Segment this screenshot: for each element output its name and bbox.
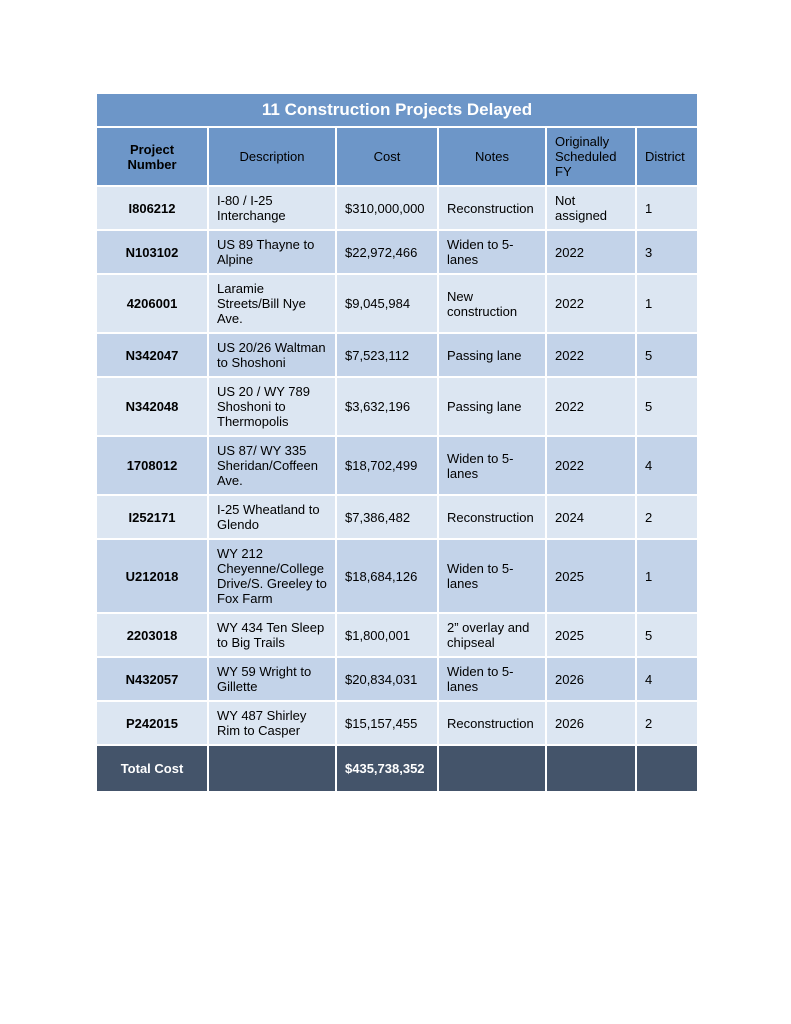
originally-scheduled-fy-cell: 2026 xyxy=(546,657,636,701)
notes-cell: Passing lane xyxy=(438,333,546,377)
cost-cell: $7,523,112 xyxy=(336,333,438,377)
title-row xyxy=(96,93,698,127)
notes-cell: Passing lane xyxy=(438,377,546,436)
originally-scheduled-fy-cell: 2022 xyxy=(546,436,636,495)
table-body xyxy=(96,186,698,745)
notes-cell: Widen to 5-lanes xyxy=(438,539,546,613)
originally-scheduled-fy-cell: Not assigned xyxy=(546,186,636,230)
cost-cell: $310,000,000 xyxy=(336,186,438,230)
notes-cell: Widen to 5-lanes xyxy=(438,657,546,701)
total-empty-description-cell xyxy=(208,745,336,792)
project-number-cell: 4206001 xyxy=(96,274,208,333)
column-header-project-number: Project Number xyxy=(96,127,208,186)
district-cell: 2 xyxy=(636,495,698,539)
cost-cell: $3,632,196 xyxy=(336,377,438,436)
district-cell: 1 xyxy=(636,186,698,230)
cost-cell: $18,684,126 xyxy=(336,539,438,613)
district-cell: 5 xyxy=(636,613,698,657)
description-cell: Laramie Streets/Bill Nye Ave. xyxy=(208,274,336,333)
column-header-description: Description xyxy=(208,127,336,186)
cost-cell: $9,045,984 xyxy=(336,274,438,333)
district-cell: 1 xyxy=(636,539,698,613)
description-cell: WY 487 Shirley Rim to Casper xyxy=(208,701,336,745)
description-cell: I-80 / I-25 Interchange xyxy=(208,186,336,230)
notes-cell: Reconstruction xyxy=(438,186,546,230)
project-number-cell: 1708012 xyxy=(96,436,208,495)
cost-cell: $22,972,466 xyxy=(336,230,438,274)
project-number-cell: P242015 xyxy=(96,701,208,745)
originally-scheduled-fy-cell: 2026 xyxy=(546,701,636,745)
description-cell: I-25 Wheatland to Glendo xyxy=(208,495,336,539)
district-cell: 4 xyxy=(636,436,698,495)
total-empty-district-cell xyxy=(636,745,698,792)
district-cell: 1 xyxy=(636,274,698,333)
cost-cell: $20,834,031 xyxy=(336,657,438,701)
table-row xyxy=(96,613,698,657)
notes-cell: Widen to 5-lanes xyxy=(438,230,546,274)
cost-cell: $18,702,499 xyxy=(336,436,438,495)
project-number-cell: N342048 xyxy=(96,377,208,436)
description-cell: WY 212 Cheyenne/College Drive/S. Greeley to Fox Farm xyxy=(208,539,336,613)
table-row xyxy=(96,230,698,274)
originally-scheduled-fy-cell: 2022 xyxy=(546,333,636,377)
description-cell: US 87/ WY 335 Sheridan/Coffeen Ave. xyxy=(208,436,336,495)
district-cell: 3 xyxy=(636,230,698,274)
originally-scheduled-fy-cell: 2024 xyxy=(546,495,636,539)
total-empty-notes-cell xyxy=(438,745,546,792)
originally-scheduled-fy-cell: 2025 xyxy=(546,613,636,657)
table-row xyxy=(96,377,698,436)
district-cell: 5 xyxy=(636,333,698,377)
construction-projects-table xyxy=(95,92,699,793)
cost-cell: $1,800,001 xyxy=(336,613,438,657)
notes-cell: Reconstruction xyxy=(438,701,546,745)
table-title: 11 Construction Projects Delayed xyxy=(96,93,698,127)
cost-cell: $7,386,482 xyxy=(336,495,438,539)
originally-scheduled-fy-cell: 2022 xyxy=(546,274,636,333)
table-row xyxy=(96,495,698,539)
total-row xyxy=(96,745,698,792)
notes-cell: Widen to 5-lanes xyxy=(438,436,546,495)
notes-cell: Reconstruction xyxy=(438,495,546,539)
project-number-cell: 2203018 xyxy=(96,613,208,657)
table-row xyxy=(96,186,698,230)
table-header-row xyxy=(96,127,698,186)
column-header-district: District xyxy=(636,127,698,186)
project-number-cell: N103102 xyxy=(96,230,208,274)
description-cell: US 89 Thayne to Alpine xyxy=(208,230,336,274)
district-cell: 5 xyxy=(636,377,698,436)
total-label-cell: Total Cost xyxy=(96,745,208,792)
description-cell: WY 59 Wright to Gillette xyxy=(208,657,336,701)
table-row xyxy=(96,274,698,333)
total-empty-fy-cell xyxy=(546,745,636,792)
originally-scheduled-fy-cell: 2022 xyxy=(546,377,636,436)
description-cell: WY 434 Ten Sleep to Big Trails xyxy=(208,613,336,657)
notes-cell: New construction xyxy=(438,274,546,333)
table-row xyxy=(96,657,698,701)
table-row xyxy=(96,436,698,495)
district-cell: 4 xyxy=(636,657,698,701)
project-number-cell: U212018 xyxy=(96,539,208,613)
project-number-cell: I806212 xyxy=(96,186,208,230)
total-cost-cell: $435,738,352 xyxy=(336,745,438,792)
originally-scheduled-fy-cell: 2022 xyxy=(546,230,636,274)
table-row xyxy=(96,539,698,613)
project-number-cell: I252171 xyxy=(96,495,208,539)
column-header-originally-scheduled-fy: Originally Scheduled FY xyxy=(546,127,636,186)
column-header-cost: Cost xyxy=(336,127,438,186)
cost-cell: $15,157,455 xyxy=(336,701,438,745)
column-header-notes: Notes xyxy=(438,127,546,186)
description-cell: US 20/26 Waltman to Shoshoni xyxy=(208,333,336,377)
description-cell: US 20 / WY 789 Shoshoni to Thermopolis xyxy=(208,377,336,436)
district-cell: 2 xyxy=(636,701,698,745)
originally-scheduled-fy-cell: 2025 xyxy=(546,539,636,613)
project-number-cell: N342047 xyxy=(96,333,208,377)
notes-cell: 2” overlay and chipseal xyxy=(438,613,546,657)
table-row xyxy=(96,333,698,377)
table-row xyxy=(96,701,698,745)
project-number-cell: N432057 xyxy=(96,657,208,701)
